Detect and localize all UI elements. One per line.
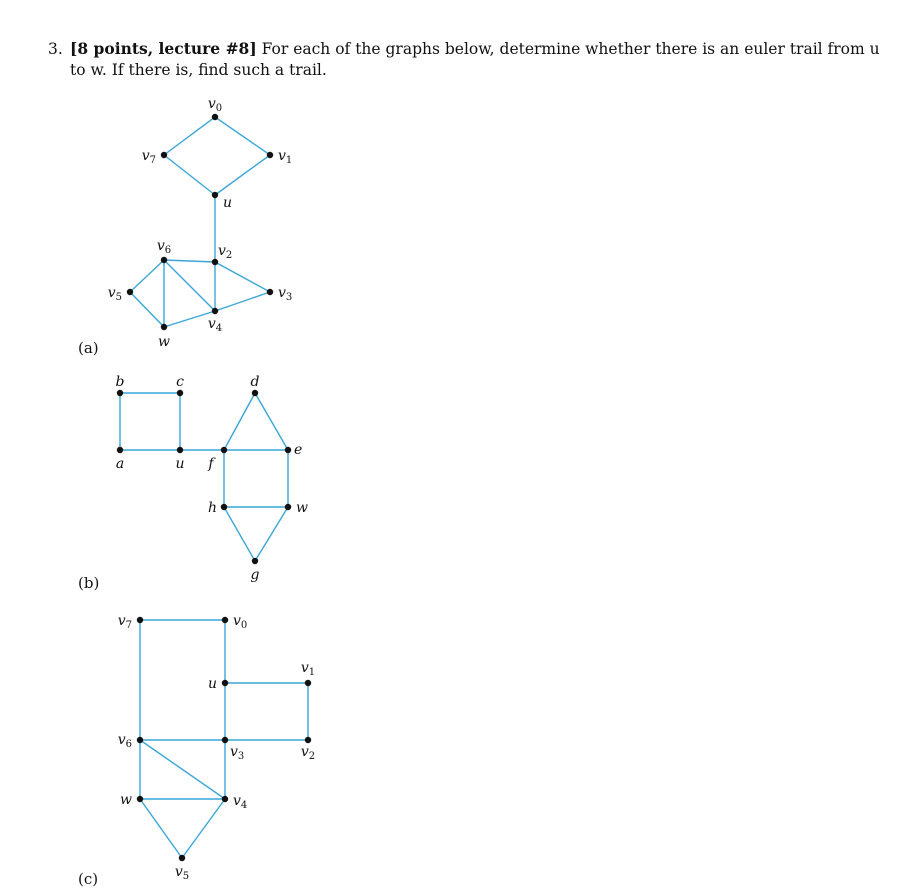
part-b-label: (b) bbox=[78, 574, 100, 592]
vertex-label-sub: 2 bbox=[225, 250, 233, 261]
vertex-b-h bbox=[221, 504, 227, 510]
vertex-a-v3 bbox=[267, 289, 273, 295]
vertex-label-b-b bbox=[116, 374, 125, 390]
vertex-label-sub: 1 bbox=[285, 155, 293, 166]
edge-a-v7-u bbox=[164, 155, 215, 195]
part-a-label: (a) bbox=[78, 339, 99, 357]
edge-b-h-g bbox=[224, 507, 255, 561]
vertex-label-sub: 6 bbox=[164, 245, 172, 256]
vertex-c-v7 bbox=[137, 617, 143, 623]
vertex-label-c-v4 bbox=[233, 793, 247, 811]
vertex-label-b-a bbox=[116, 456, 124, 472]
vertex-label-base: g bbox=[250, 567, 260, 583]
vertex-b-d bbox=[252, 390, 258, 396]
vertex-label-base: v bbox=[218, 243, 226, 259]
vertex-label-base: c bbox=[176, 374, 184, 390]
vertex-label-c-v6 bbox=[118, 732, 132, 750]
edge-a-v5-w bbox=[130, 292, 164, 327]
graph-c bbox=[118, 613, 315, 882]
edge-a-v0-v1 bbox=[215, 117, 270, 155]
vertex-label-base: v bbox=[233, 613, 241, 629]
vertex-label-a-v7 bbox=[142, 148, 156, 166]
vertex-label-b-w bbox=[296, 500, 308, 516]
vertex-label-b-u bbox=[175, 456, 184, 472]
vertex-label-sub: 4 bbox=[215, 323, 223, 334]
vertex-label-base: d bbox=[250, 374, 260, 390]
vertex-label-base: e bbox=[294, 442, 303, 458]
vertex-b-e bbox=[285, 447, 291, 453]
vertex-label-a-v0 bbox=[208, 96, 222, 114]
vertex-c-v2 bbox=[305, 737, 311, 743]
vertex-c-v6 bbox=[137, 737, 143, 743]
vertex-b-f bbox=[221, 447, 227, 453]
edge-c-w-v5 bbox=[140, 799, 182, 858]
vertex-label-sub: 7 bbox=[149, 155, 156, 166]
vertex-a-v6 bbox=[161, 257, 167, 263]
vertex-label-base: v bbox=[174, 864, 183, 880]
vertex-label-base: v bbox=[207, 316, 216, 332]
vertex-label-base: u bbox=[223, 195, 233, 211]
vertex-label-b-e bbox=[294, 442, 302, 458]
vertex-a-u bbox=[212, 192, 218, 198]
vertex-label-a-w bbox=[158, 334, 170, 350]
vertex-label-base: w bbox=[120, 792, 132, 808]
vertex-label-base: v bbox=[141, 148, 150, 164]
edge-a-v1-u bbox=[215, 155, 270, 195]
vertex-label-base: v bbox=[117, 613, 126, 629]
edge-a-v6-v5 bbox=[130, 260, 164, 292]
edge-b-d-e bbox=[255, 393, 288, 450]
vertex-b-b bbox=[117, 390, 123, 396]
vertex-label-b-h bbox=[208, 500, 217, 516]
vertex-a-v0 bbox=[212, 114, 218, 120]
vertex-label-sub: 6 bbox=[125, 739, 132, 750]
vertex-label-base: u bbox=[175, 456, 185, 472]
vertex-c-v4 bbox=[222, 796, 228, 802]
vertex-label-a-v4 bbox=[208, 316, 222, 334]
vertex-label-a-u bbox=[223, 195, 232, 211]
points-label: [8 points, lecture #8] bbox=[70, 39, 257, 58]
edge-a-v3-v4 bbox=[215, 292, 270, 311]
vertex-label-b-d bbox=[251, 374, 260, 390]
edge-a-v2-v3 bbox=[215, 262, 270, 292]
vertex-label-base: v bbox=[107, 285, 116, 301]
vertex-c-v0 bbox=[222, 617, 228, 623]
vertex-label-base: v bbox=[300, 744, 309, 760]
vertex-label-c-v5 bbox=[175, 864, 189, 882]
graph-a bbox=[108, 96, 293, 350]
vertex-label-sub: 4 bbox=[240, 800, 248, 811]
vertex-label-base: v bbox=[117, 732, 126, 748]
vertex-b-g bbox=[252, 558, 258, 564]
vertex-label-base: v bbox=[278, 285, 286, 301]
vertex-a-v1 bbox=[267, 152, 273, 158]
vertex-label-c-v7 bbox=[118, 613, 132, 631]
vertex-label-sub: 2 bbox=[308, 751, 316, 762]
vertex-c-v3 bbox=[222, 737, 228, 743]
vertex-label-sub: 7 bbox=[125, 620, 132, 631]
vertex-label-base: b bbox=[115, 374, 125, 390]
edge-a-v6-v4 bbox=[164, 260, 215, 311]
edge-a-v6-v2 bbox=[164, 260, 215, 262]
vertex-label-base: a bbox=[115, 456, 125, 472]
vertex-label-a-v6 bbox=[157, 238, 171, 256]
edge-c-v6-v4 bbox=[140, 740, 225, 799]
problem-line-2: to w. If there is, find such a trail. bbox=[70, 61, 327, 79]
vertex-label-base: v bbox=[207, 96, 216, 112]
problem-number: 3. bbox=[48, 40, 63, 58]
vertex-label-b-c bbox=[176, 374, 184, 390]
edge-b-w-g bbox=[255, 507, 288, 561]
vertex-a-v5 bbox=[127, 289, 133, 295]
vertex-label-base: h bbox=[207, 500, 217, 516]
vertex-label-base: w bbox=[296, 500, 308, 516]
vertex-label-base: w bbox=[158, 334, 170, 350]
vertex-label-a-v3 bbox=[278, 285, 292, 303]
vertex-c-u bbox=[222, 680, 228, 686]
graph-b bbox=[116, 374, 308, 583]
vertex-label-c-w bbox=[120, 792, 132, 808]
vertex-label-c-v2 bbox=[301, 744, 315, 762]
vertex-label-sub: 3 bbox=[285, 292, 293, 303]
edge-a-v0-v7 bbox=[164, 117, 215, 155]
vertex-label-c-v1 bbox=[301, 660, 315, 678]
vertex-label-base: u bbox=[207, 676, 217, 692]
vertex-label-sub: 5 bbox=[182, 871, 190, 882]
vertex-c-v1 bbox=[305, 680, 311, 686]
vertex-label-base: f bbox=[208, 456, 214, 472]
edge-c-v5-v4 bbox=[182, 799, 225, 858]
vertex-label-a-v2 bbox=[218, 243, 232, 261]
vertex-label-base: v bbox=[230, 744, 238, 760]
vertex-label-c-v0 bbox=[233, 613, 247, 631]
vertex-c-w bbox=[137, 796, 143, 802]
vertex-label-b-f bbox=[207, 456, 216, 472]
vertex-b-a bbox=[117, 447, 123, 453]
vertex-c-v5 bbox=[179, 855, 185, 861]
vertex-label-sub: 0 bbox=[215, 103, 223, 114]
vertex-label-sub: 3 bbox=[237, 751, 245, 762]
vertex-b-w bbox=[285, 504, 291, 510]
vertex-a-v2 bbox=[212, 259, 218, 265]
vertex-label-sub: 1 bbox=[308, 667, 316, 678]
vertex-a-w bbox=[161, 324, 167, 330]
vertex-label-base: v bbox=[156, 238, 165, 254]
vertex-label-b-g bbox=[251, 567, 260, 583]
edge-b-f-d bbox=[224, 393, 255, 450]
vertex-label-sub: 0 bbox=[240, 620, 248, 631]
vertex-a-v4 bbox=[212, 308, 218, 314]
problem-text-1: For each of the graphs below, determine whether there is an euler trail from u bbox=[256, 40, 880, 58]
vertex-label-base: v bbox=[300, 660, 309, 676]
vertex-label-a-v5 bbox=[108, 285, 122, 303]
vertex-b-u bbox=[177, 447, 183, 453]
vertex-label-base: v bbox=[233, 793, 241, 809]
part-c-label: (c) bbox=[78, 870, 99, 888]
vertex-label-c-v3 bbox=[230, 744, 244, 762]
vertex-label-a-v1 bbox=[278, 148, 292, 166]
vertex-label-sub: 5 bbox=[115, 292, 122, 303]
vertex-b-c bbox=[177, 390, 183, 396]
vertex-label-base: v bbox=[278, 148, 286, 164]
vertex-a-v7 bbox=[161, 152, 167, 158]
vertex-label-c-u bbox=[208, 676, 217, 692]
